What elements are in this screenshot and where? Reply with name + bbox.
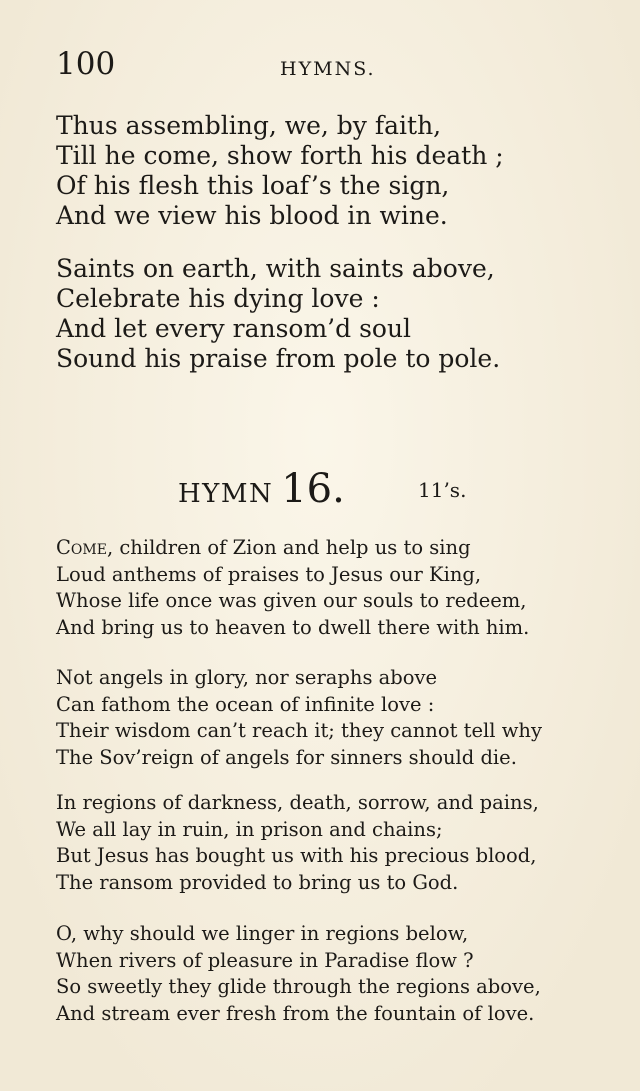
verse-line	[56, 535, 529, 562]
verse-line: Whose life once was given our souls to redeem,	[56, 589, 527, 612]
running-head: HYMNS.	[280, 58, 376, 80]
stanza-hymn16-1	[56, 535, 529, 641]
hymn-label: HYMN	[178, 479, 274, 509]
verse-line: Sound his praise from pole to pole.	[56, 344, 501, 373]
verse-line: Of his flesh this loaf’s the sign,	[56, 171, 450, 200]
verse-line: So sweetly they glide through the regions above,	[56, 975, 541, 998]
stanza-hymn15-b	[56, 254, 500, 374]
first-word: Come,	[56, 536, 114, 559]
stanza-hymn16-3	[56, 790, 539, 896]
verse-line: Loud anthems of praises to Jesus our King,	[56, 562, 482, 586]
verse-line: Saints on earth, with saints above,	[56, 254, 495, 283]
verse-line: In regions of darkness, death, sorrow, and pains,	[56, 791, 539, 814]
verse-line: But Jesus has bought us with his precious blood,	[56, 844, 537, 867]
verse-line: Not angels in glory, nor seraphs above	[56, 666, 438, 689]
stanza-hymn15-a	[56, 111, 504, 231]
verse-line: Can fathom the ocean of infinite love :	[56, 692, 435, 716]
verse-line: When rivers of pleasure in Paradise flow ?	[56, 948, 474, 972]
hymn-number: 16.	[281, 466, 345, 512]
verse-line: We all lay in ruin, in prison and chains;	[56, 817, 443, 841]
verse-line: Thus assembling, we, by faith,	[56, 111, 442, 140]
hymn-heading	[178, 466, 345, 512]
verse-line: The Sov’reign of angels for sinners should die.	[56, 745, 517, 769]
verse-line: Till he come, show forth his death ;	[56, 141, 504, 170]
verse-line: The ransom provided to bring us to God.	[56, 870, 459, 894]
first-line-rest: children of Zion and help us to sing	[113, 536, 471, 559]
verse-line: Celebrate his dying love :	[56, 284, 380, 313]
page-number: 100	[56, 46, 116, 82]
verse-line: And let every ransom’d soul	[56, 314, 412, 343]
verse-line: And bring us to heaven to dwell there with him.	[56, 615, 530, 639]
verse-line: Their wisdom can’t reach it; they cannot tell why	[56, 719, 542, 742]
verse-line: O, why should we linger in regions below,	[56, 922, 469, 945]
hymn-meter: 11’s.	[418, 478, 467, 502]
verse-line: And we view his blood in wine.	[56, 201, 448, 230]
stanza-hymn16-2	[56, 665, 542, 771]
stanza-hymn16-4	[56, 921, 541, 1027]
verse-line: And stream ever fresh from the fountain of love.	[56, 1001, 535, 1025]
